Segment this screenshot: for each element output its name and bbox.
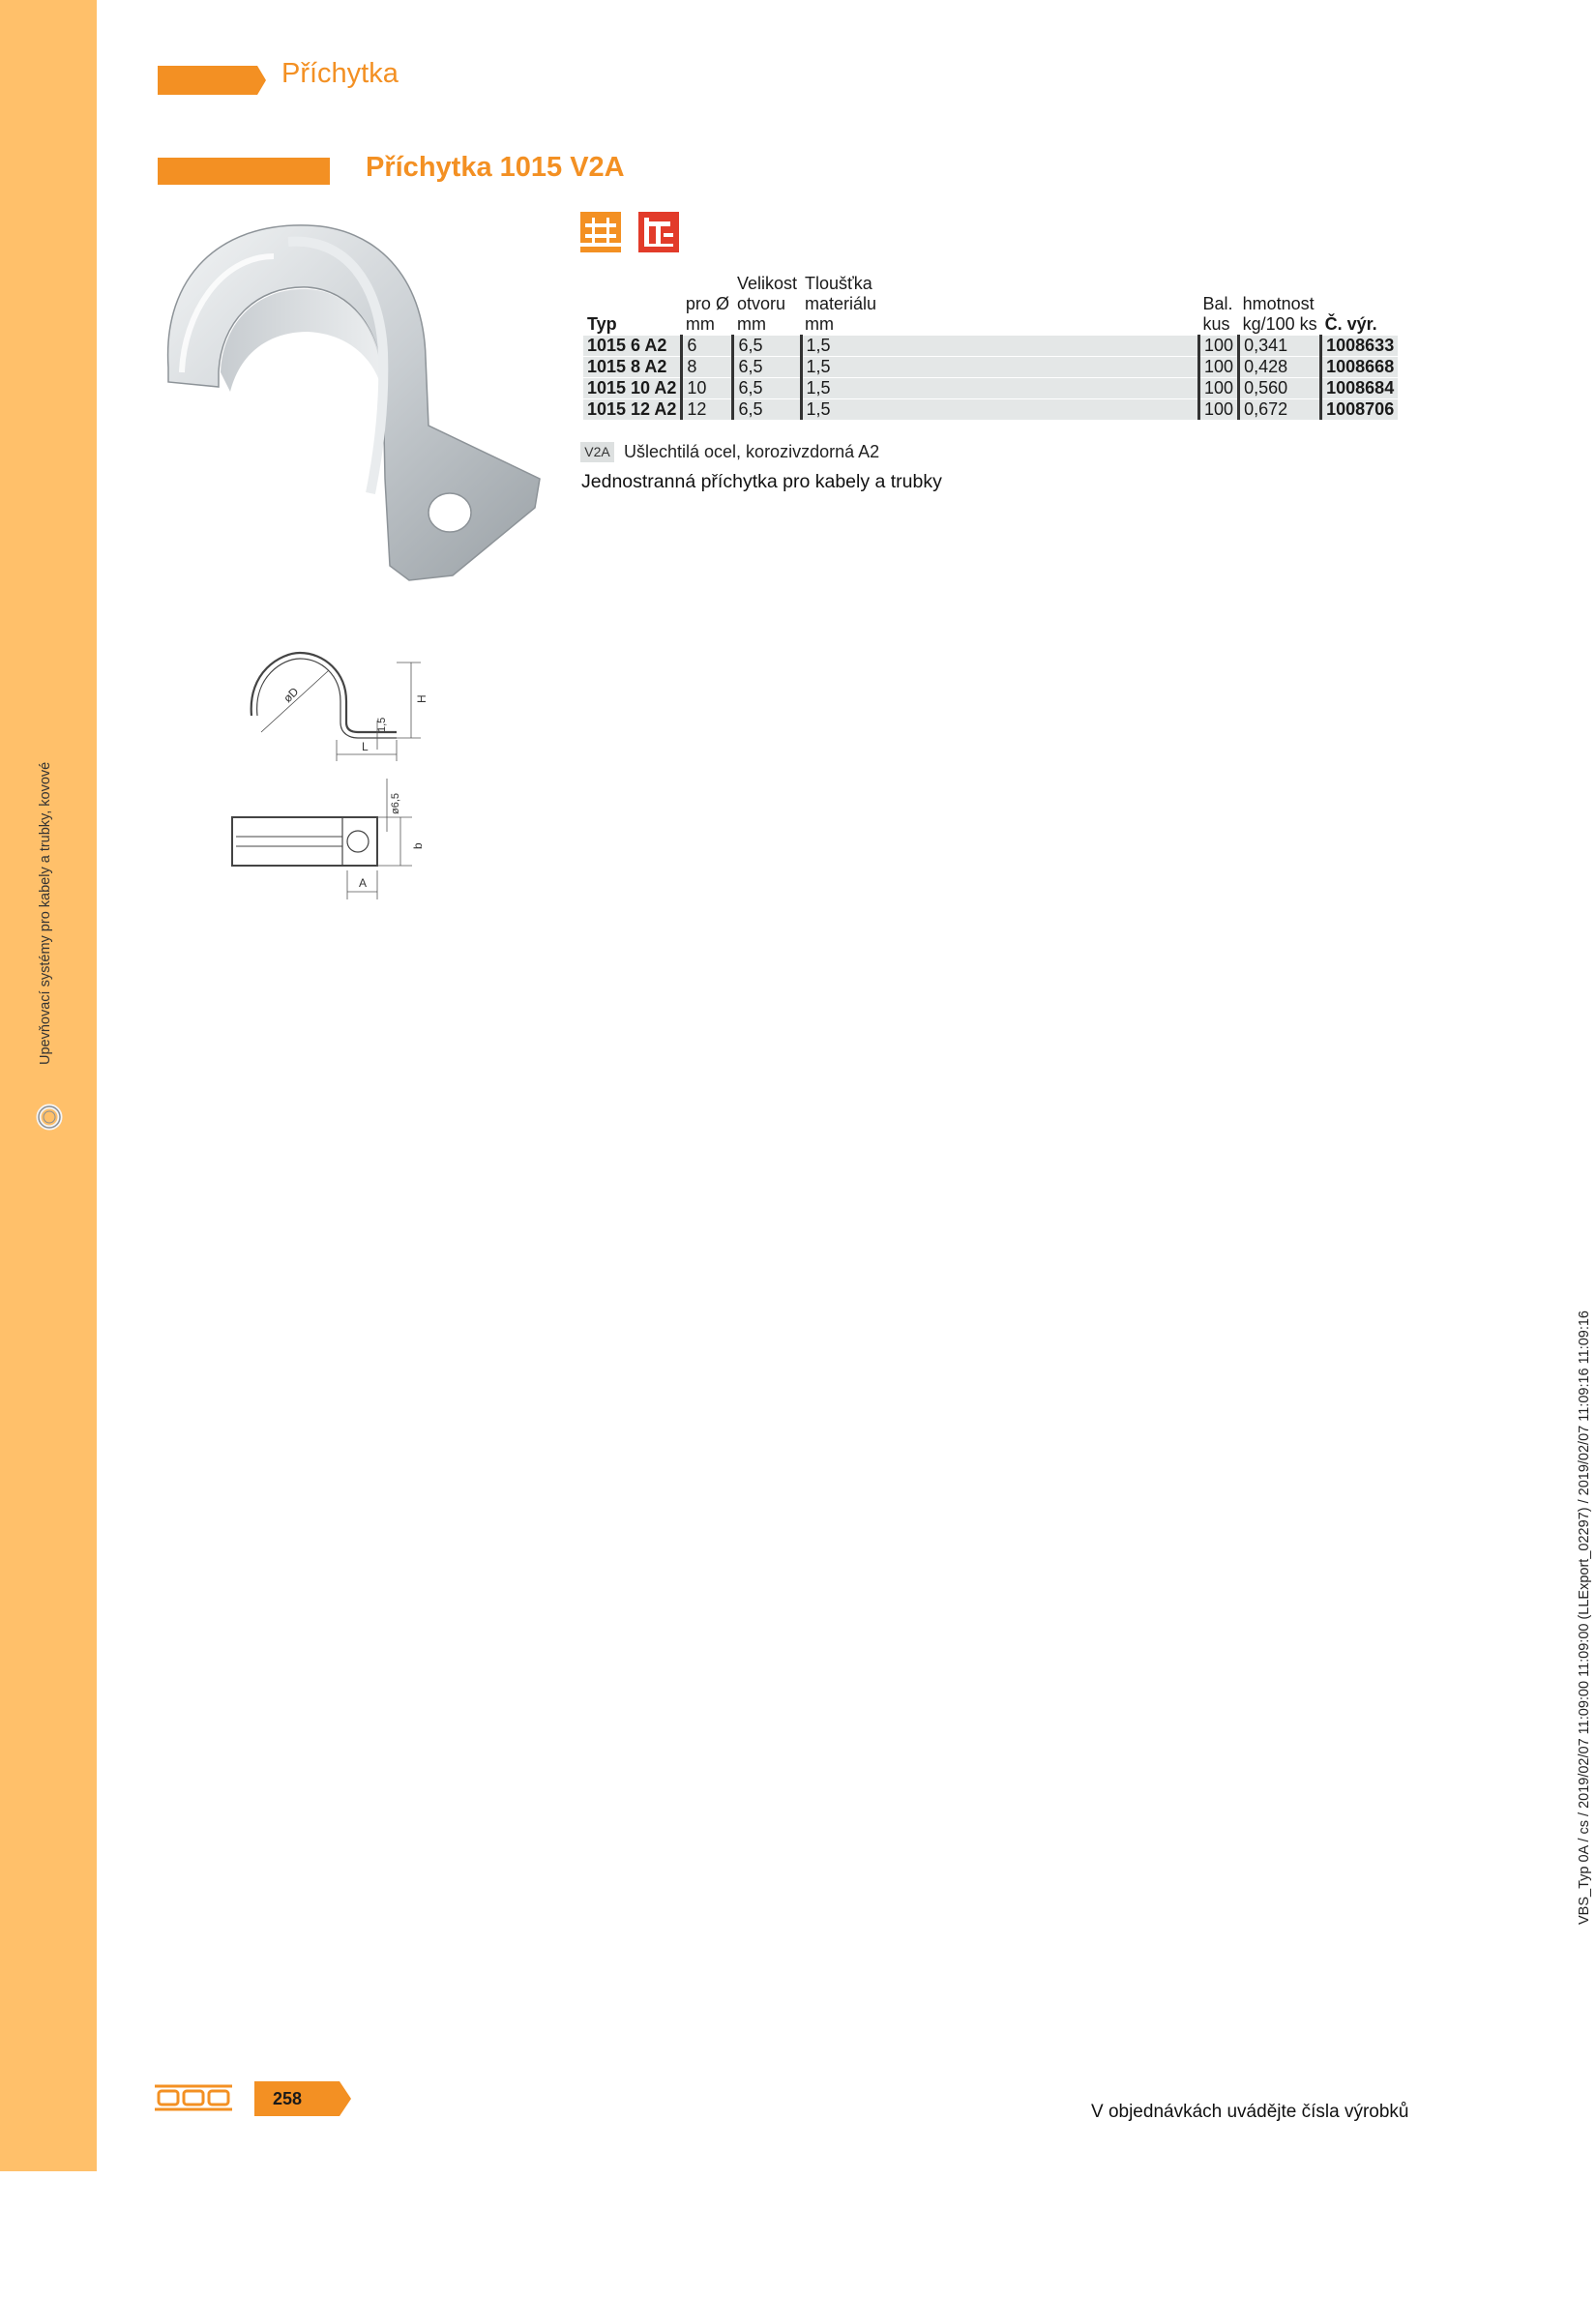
cell-hmotnost: 0,341 [1239, 336, 1321, 357]
breadcrumb-ribbon [158, 66, 266, 95]
col-hmotnost: hmotnost kg/100 ks [1242, 294, 1317, 334]
cell-bal: 100 [1199, 336, 1239, 357]
cell-otvor: 6,5 [733, 378, 801, 399]
cell-tloustka: 1,5 [801, 336, 880, 357]
col-typ: Typ [587, 314, 617, 334]
obo-logo [155, 2083, 232, 2112]
table-row [583, 336, 1398, 357]
cell-cislo: 1008706 [1321, 399, 1399, 421]
diameter-label: øD [281, 684, 302, 706]
width-label: b [411, 842, 425, 849]
material-text: Ušlechtilá ocel, korozivzdorná A2 [624, 442, 880, 461]
product-description: Jednostranná příchytka pro kabely a trubky [581, 471, 942, 492]
cell-pro-d: 6 [682, 336, 733, 357]
cell-tloustka: 1,5 [801, 357, 880, 378]
offset-label: A [359, 876, 368, 890]
footer-note: V objednávkách uvádějte čísla výrobků [1091, 2102, 1409, 2122]
cell-tloustka: 1,5 [801, 399, 880, 421]
cell-pro-d: 12 [682, 399, 733, 421]
cell-otvor: 6,5 [733, 336, 801, 357]
col-otvor: Velikost otvoru mm [736, 274, 797, 334]
material-badge: V2A [580, 442, 614, 462]
thickness-label: 1,5 [376, 717, 388, 732]
breadcrumb: Příchytka [281, 58, 399, 89]
height-label: H [415, 694, 429, 703]
top-view-drawing [228, 774, 460, 904]
title-ribbon [158, 158, 330, 185]
cell-cislo: 1008684 [1321, 378, 1399, 399]
cell-pro-d: 8 [682, 357, 733, 378]
product-image [163, 218, 549, 590]
length-label: L [362, 740, 369, 753]
cell-bal: 100 [1199, 399, 1239, 421]
page-number: 258 [273, 2089, 303, 2108]
cell-tloustka: 1,5 [801, 378, 880, 399]
cell-otvor: 6,5 [733, 399, 801, 421]
cell-bal: 100 [1199, 378, 1239, 399]
col-bal: Bal. kus [1202, 294, 1233, 334]
col-tloustka: Tloušťka materiálu mm [805, 274, 877, 334]
cell-pro-d: 10 [682, 378, 733, 399]
installation-icon [638, 212, 679, 252]
page-title: Příchytka 1015 V2A [366, 152, 625, 183]
cell-cislo: 1008668 [1321, 357, 1399, 378]
page-number-tab [254, 2081, 351, 2116]
col-pro-d: pro Ø mm [685, 294, 729, 334]
hole-label: ø6,5 [390, 792, 401, 814]
side-view-drawing [232, 643, 464, 779]
cell-typ: 1015 12 A2 [583, 399, 682, 421]
print-meta: VBS_Typ 0A / cs / 2019/02/07 11:09:00 11:09:00 (LLExport_02297) / 2019/02/07 11:09:16 11:09:16 [1577, 1310, 1592, 1925]
cell-typ: 1015 6 A2 [583, 336, 682, 357]
cell-bal: 100 [1199, 357, 1239, 378]
cell-gap [880, 378, 1199, 399]
cell-typ: 1015 10 A2 [583, 378, 682, 399]
cell-otvor: 6,5 [733, 357, 801, 378]
table-row [583, 399, 1398, 421]
cell-hmotnost: 0,560 [1239, 378, 1321, 399]
cable-mount-icon [580, 212, 621, 252]
cell-gap [880, 357, 1199, 378]
sidebar-vertical-text: Upevňovací systémy pro kabely a trubky, kovové [38, 761, 53, 1065]
cell-gap [880, 399, 1199, 421]
cell-typ: 1015 8 A2 [583, 357, 682, 378]
cell-hmotnost: 0,672 [1239, 399, 1321, 421]
table-row [583, 378, 1398, 399]
cell-gap [880, 336, 1199, 357]
cell-hmotnost: 0,428 [1239, 357, 1321, 378]
table-row [583, 357, 1398, 378]
clip-ring-icon [35, 1103, 64, 1132]
product-table [583, 274, 1398, 420]
col-gap [880, 274, 1199, 336]
cell-cislo: 1008633 [1321, 336, 1399, 357]
sidebar-band [0, 0, 97, 2171]
table-header-row [583, 274, 1398, 336]
col-cislo: Č. výr. [1324, 314, 1377, 334]
